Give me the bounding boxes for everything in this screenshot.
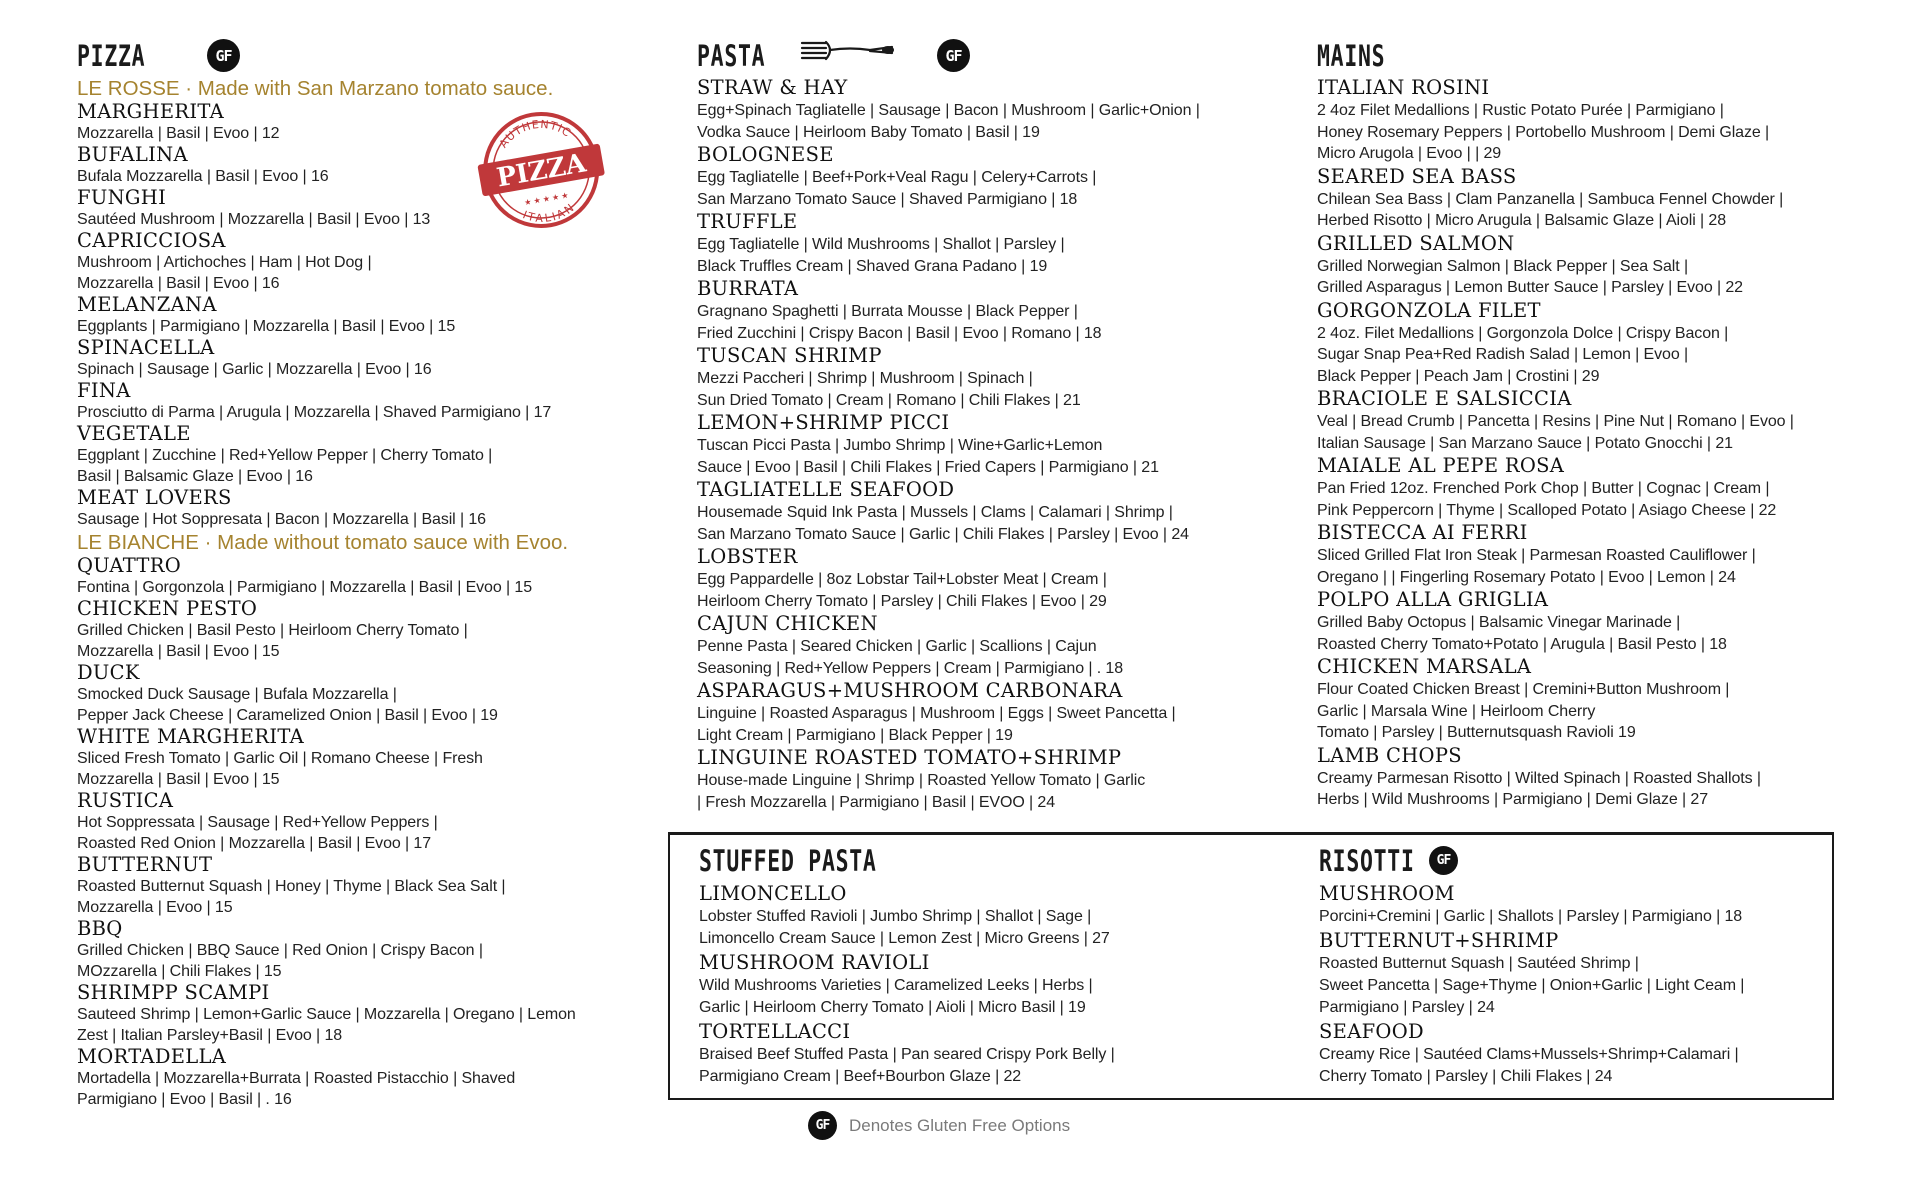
menu-item [697, 210, 1257, 277]
menu-item-name: VEGETALE [77, 422, 191, 445]
menu-item-description: Prosciutto di Parma | Arugula | Mozzarella | Shaved Parmigiano | 17 [77, 404, 552, 421]
menu-item-description: Sautéed Mushroom | Mozzarella | Basil | Evoo | 13 [77, 211, 431, 228]
menu-item [77, 982, 637, 1046]
menu-item-description: Flour Coated Chicken Breast | Cremini+Button Mushroom | [1317, 681, 1730, 698]
mains-list [1317, 76, 1877, 811]
menu-item-description: Eggplant | Zucchine | Red+Yellow Pepper | Cherry Tomato | [77, 447, 493, 464]
menu-item-description: Oregano | | Fingerling Rosemary Potato | Evoo | Lemon | 24 [1317, 568, 1736, 586]
menu-item-description: Parmigiano Cream | Beef+Bourbon Glaze | 22 [699, 1068, 1022, 1085]
menu-item-description: San Marzano Tomato Sauce | Garlic | Chili Flakes | Parsley | Evoo | 24 [697, 525, 1189, 543]
menu-item-description: House-made Linguine | Shrimp | Roasted Yellow Tomato | Garlic [697, 772, 1146, 789]
menu-item-description: Lobster Stuffed Ravioli | Jumbo Shrimp | Shallot | Sage | [699, 908, 1092, 925]
menu-item [697, 612, 1257, 679]
menu-item-description: 2 4oz. Filet Medallions | Gorgonzola Dolce | Crispy Bacon | [1317, 324, 1729, 342]
menu-item-name: TUSCAN SHRIMP [697, 344, 882, 367]
menu-item-name: BURRATA [697, 277, 799, 300]
menu-item-description: Wild Mushrooms Varieties | Caramelized Leeks | Herbs | [699, 977, 1093, 994]
fork-icon [800, 38, 896, 64]
menu-item-description: Sausage | Hot Soppresata | Bacon | Mozzarella | Basil | 16 [77, 511, 486, 528]
menu-item-description: Roasted Red Onion | Mozzarella | Basil | Evoo | 17 [77, 835, 432, 852]
menu-item [77, 726, 637, 790]
menu-item-description: Pink Peppercorn | Thyme | Scalloped Potato | Asiago Cheese | 22 [1317, 501, 1777, 519]
menu-item-description: Herbs | Wild Mushrooms | Parmigiano | Demi Glaze | 27 [1317, 791, 1709, 808]
menu-item-description: MOzzarella | Chili Flakes | 15 [77, 963, 282, 980]
menu-item [1317, 744, 1877, 811]
menu-item-description: Egg+Spinach Tagliatelle | Sausage | Bacon | Mushroom | Garlic+Onion | [697, 102, 1200, 119]
menu-item-description: 2 4oz Filet Medallions | Rustic Potato Purée | Parmigiano | [1317, 102, 1724, 119]
menu-item-name: GORGONZOLA FILET [1317, 298, 1541, 322]
menu-item-description: Pan Fried 12oz. Frenched Pork Chop | Butter | Cognac | Cream | [1317, 480, 1770, 497]
menu-item-description: Linguine | Roasted Asparagus | Mushroom | Eggs | Sweet Pancetta | [697, 705, 1176, 722]
menu-item [77, 555, 637, 598]
menu-item-name: CAJUN CHICKEN [697, 612, 878, 635]
menu-item [1317, 454, 1877, 521]
stuffed-pasta-title: STUFFED PASTA [699, 844, 877, 878]
menu-item [1317, 521, 1877, 588]
menu-item-description: Black Pepper | Peach Jam | Crostini | 29 [1317, 367, 1600, 385]
menu-item-name: FINA [77, 379, 131, 402]
menu-item-name: TRUFFLE [697, 210, 798, 233]
menu-item [77, 854, 637, 918]
le-bianche-list [77, 555, 637, 1110]
menu-item-name: TORTELLACCI [699, 1020, 851, 1043]
menu-item [699, 881, 1259, 950]
le-rosse-subheading: LE ROSSE · Made with San Marzano tomato sauce. [77, 77, 554, 100]
menu-item [77, 662, 637, 726]
menu-item-description: Mortadella | Mozzarella+Burrata | Roasted Pistacchio | Shaved [77, 1070, 516, 1087]
stuffed-pasta-column [699, 841, 1259, 1088]
menu-item-description: Vodka Sauce | Heirloom Baby Tomato | Basil | 19 [697, 123, 1040, 141]
menu-item-name: BISTECCA AI FERRI [1317, 521, 1528, 544]
menu-item-name: POLPO ALLA GRIGLIA [1317, 588, 1549, 611]
le-bianche-subheading: LE BIANCHE · Made without tomato sauce with Evoo. [77, 531, 569, 554]
menu-item-name: MORTADELLA [77, 1045, 227, 1068]
menu-item-description: | Fresh Mozzarella | Parmigiano | Basil | EVOO | 24 [697, 793, 1056, 811]
menu-item [699, 1019, 1259, 1088]
menu-item-name: ASPARAGUS+MUSHROOM CARBONARA [697, 679, 1123, 702]
stuffed-pasta-list [699, 881, 1259, 1088]
menu-item-description: Herbed Risotto | Micro Arugula | Balsamic Glaze | Aioli | 28 [1317, 212, 1727, 229]
menu-item-description: Creamy Parmesan Risotto | Wilted Spinach | Roasted Shallots | [1317, 769, 1761, 787]
menu-item-description: Seasoning | Red+Yellow Peppers | Cream | Parmigiano | . 18 [697, 659, 1124, 677]
mains-title: MAINS [1317, 39, 1386, 73]
gluten-free-icon: GF [808, 1111, 837, 1140]
authentic-pizza-stamp-icon [467, 98, 614, 240]
menu-item-description: Mozzarella | Basil | Evoo | 15 [77, 771, 280, 788]
menu-item-description: Porcini+Cremini | Garlic | Shallots | Parsley | Parmigiano | 18 [1319, 908, 1743, 925]
menu-item [697, 277, 1257, 344]
menu-item-description: Mozzarella | Basil | Evoo | 12 [77, 125, 280, 142]
stuffed-pasta-header [699, 841, 1259, 881]
menu-item-name: BBQ [77, 917, 123, 940]
menu-item-description: Mushroom | Artichoches | Ham | Hot Dog | [77, 254, 372, 271]
menu-item [77, 598, 637, 662]
menu-item [1317, 655, 1877, 744]
gluten-free-legend [808, 1111, 1070, 1140]
menu-item-name: LIMONCELLO [699, 882, 847, 905]
menu-item-description: Eggplants | Parmigiano | Mozzarella | Basil | Evoo | 15 [77, 318, 456, 335]
menu-item [1317, 299, 1877, 388]
menu-item-name: QUATTRO [77, 554, 181, 577]
menu-item-description: Braised Beef Stuffed Pasta | Pan seared Crispy Pork Belly | [699, 1046, 1115, 1063]
menu-item-description: Cherry Tomato | Parsley | Chili Flakes | 24 [1319, 1068, 1613, 1085]
menu-item-name: BUTTERNUT+SHRIMP [1319, 929, 1559, 952]
menu-item [1319, 1019, 1819, 1088]
risotti-column [1319, 841, 1819, 1088]
pasta-column [697, 36, 1257, 813]
menu-item-description: Smocked Duck Sausage | Bufala Mozzarella | [77, 686, 397, 703]
menu-item-description: Parmigiano | Parsley | 24 [1319, 999, 1495, 1016]
menu-item-name: LOBSTER [697, 545, 798, 568]
menu-item-description: Mezzi Paccheri | Shrimp | Mushroom | Spinach | [697, 370, 1033, 387]
menu-item-name: WHITE MARGHERITA [77, 725, 304, 748]
menu-item-description: Grilled Asparagus | Lemon Butter Sauce | Parsley | Evoo | 22 [1317, 279, 1743, 296]
menu-item-description: Bufala Mozzarella | Basil | Evoo | 16 [77, 168, 329, 185]
menu-item-description: Roasted Cherry Tomato+Potato | Arugula | Basil Pesto | 18 [1317, 635, 1727, 653]
menu-item [77, 487, 637, 530]
menu-item-description: Sugar Snap Pea+Red Radish Salad | Lemon | Evoo | [1317, 346, 1689, 363]
menu-item-name: MUSHROOM [1319, 882, 1455, 905]
menu-item-description: Zest | Italian Parsley+Basil | Evoo | 18 [77, 1027, 343, 1044]
gluten-free-legend-text: Denotes Gluten Free Options [849, 1115, 1071, 1135]
pasta-header [697, 36, 1257, 76]
pizza-header [77, 36, 637, 76]
menu-item-description: Egg Pappardelle | 8oz Lobstar Tail+Lobster Meat | Cream | [697, 571, 1107, 588]
menu-item-description: Honey Rosemary Peppers | Portobello Mushroom | Demi Glaze | [1317, 123, 1770, 141]
menu-item-name: SHRIMPP SCAMPI [77, 981, 270, 1004]
menu-item [1319, 928, 1819, 1019]
menu-item-name: DUCK [77, 661, 140, 684]
menu-item-name: SEARED SEA BASS [1317, 164, 1517, 188]
menu-item-description: Grilled Baby Octopus | Balsamic Vinegar Marinade | [1317, 614, 1681, 631]
menu-item [77, 918, 637, 982]
menu-item-description: Spinach | Sausage | Garlic | Mozzarella | Evoo | 16 [77, 361, 432, 378]
menu-item-description: Fried Zucchini | Crispy Bacon | Basil | Evoo | Romano | 18 [697, 324, 1102, 342]
menu-item-description: Sun Dried Tomato | Cream | Romano | Chili Flakes | 21 [697, 391, 1081, 409]
menu-item-description: Pepper Jack Cheese | Caramelized Onion | Basil | Evoo | 19 [77, 707, 498, 724]
stuffed-pasta-risotti-box [668, 832, 1834, 1100]
menu-item-description: Tuscan Picci Pasta | Jumbo Shrimp | Wine+Garlic+Lemon [697, 437, 1103, 454]
menu-item-description: Tomato | Parsley | Butternutsquash Ravioli 19 [1317, 724, 1636, 741]
menu-item-description: Fontina | Gorgonzola | Parmigiano | Mozzarella | Basil | Evoo | 15 [77, 579, 533, 596]
menu-item-description: Grilled Chicken | Basil Pesto | Heirloom Cherry Tomato | [77, 622, 468, 639]
menu-item-description: Roasted Butternut Squash | Sautéed Shrimp | [1319, 955, 1639, 972]
menu-item-name: SEAFOOD [1319, 1020, 1424, 1043]
menu-item [77, 1046, 637, 1110]
menu-item [697, 545, 1257, 612]
menu-item-description: Gragnano Spaghetti | Burrata Mousse | Black Pepper | [697, 303, 1078, 320]
mains-column [1317, 36, 1877, 811]
menu-item-description: Mozzarella | Evoo | 15 [77, 899, 233, 916]
menu-item-name: LAMB CHOPS [1317, 743, 1462, 767]
menu-item-name: BUFALINA [77, 143, 188, 166]
risotti-list [1319, 881, 1819, 1088]
menu-item-description: Black Truffles Cream | Shaved Grana Padano | 19 [697, 257, 1048, 275]
menu-item [77, 423, 637, 487]
gluten-free-icon: GF [1429, 846, 1458, 875]
menu-item [697, 411, 1257, 478]
menu-item-description: Hot Soppressata | Sausage | Red+Yellow Peppers | [77, 814, 438, 831]
menu-item-description: Sliced Fresh Tomato | Garlic Oil | Romano Cheese | Fresh [77, 750, 483, 767]
menu-item-description: Mozzarella | Basil | Evoo | 16 [77, 275, 280, 292]
menu-item [697, 143, 1257, 210]
pasta-title: PASTA [697, 39, 766, 73]
menu-item-description: Grilled Chicken | BBQ Sauce | Red Onion | Crispy Bacon | [77, 942, 483, 959]
menu-item-description: Garlic | Heirloom Cherry Tomato | Aioli | Micro Basil | 19 [699, 999, 1086, 1016]
menu-item-description: San Marzano Tomato Sauce | Shaved Parmigiano | 18 [697, 190, 1078, 208]
menu-item-description: Housemade Squid Ink Pasta | Mussels | Clams | Calamari | Shrimp | [697, 504, 1173, 521]
menu-item-name: CHICKEN PESTO [77, 597, 258, 620]
pasta-list [697, 76, 1257, 813]
menu-item [1317, 387, 1877, 454]
menu-item-name: MARGHERITA [77, 100, 224, 123]
menu-item [1317, 588, 1877, 655]
menu-item-name: ITALIAN ROSINI [1317, 76, 1490, 99]
menu-item-description: Penne Pasta | Seared Chicken | Garlic | Scallions | Cajun [697, 638, 1097, 655]
menu-item-description: Veal | Bread Crumb | Pancetta | Resins | Pine Nut | Romano | Evoo | [1317, 413, 1794, 430]
risotti-header [1319, 841, 1819, 881]
menu-item-description: Sauce | Evoo | Basil | Chili Flakes | Fried Capers | Parmigiano | 21 [697, 458, 1159, 476]
menu-item [1319, 881, 1819, 928]
menu-item-description: Micro Arugola | Evoo | | 29 [1317, 145, 1502, 162]
menu-item-name: CHICKEN MARSALA [1317, 655, 1532, 678]
svg-text:★ ★ ★ ★ ★: ★ ★ ★ ★ ★ [523, 190, 570, 208]
menu-item-name: BOLOGNESE [697, 143, 834, 166]
menu-item [1317, 232, 1877, 299]
menu-item-description: Sauteed Shrimp | Lemon+Garlic Sauce | Mozzarella | Oregano | Lemon [77, 1006, 576, 1023]
menu-item-name: MUSHROOM RAVIOLI [699, 951, 930, 974]
menu-item-description: Heirloom Cherry Tomato | Parsley | Chili Flakes | Evoo | 29 [697, 592, 1107, 610]
menu-item-name: BUTTERNUT [77, 853, 213, 876]
menu-item [77, 294, 637, 337]
menu-item [77, 380, 637, 423]
mains-header [1317, 36, 1877, 76]
gluten-free-icon: GF [207, 39, 240, 72]
stamp-top-text: AUTHENTIC [496, 117, 574, 151]
menu-item-description: Mozzarella | Basil | Evoo | 15 [77, 643, 280, 660]
menu-item-name: MEAT LOVERS [77, 486, 232, 509]
menu-item-name: SPINACELLA [77, 336, 215, 359]
menu-item-description: Roasted Butternut Squash | Honey | Thyme | Black Sea Salt | [77, 878, 506, 895]
menu-item-name: BRACIOLE E SALSICCIA [1317, 387, 1572, 410]
menu-item-description: Parmigiano | Evoo | Basil | . 16 [77, 1091, 292, 1108]
menu-item-name: MAIALE AL PEPE ROSA [1317, 454, 1565, 477]
menu-item-description: Limoncello Cream Sauce | Lemon Zest | Micro Greens | 27 [699, 930, 1110, 947]
menu-item-description: Sweet Pancetta | Sage+Thyme | Onion+Garlic | Light Ceam | [1319, 977, 1745, 994]
menu-item-description: Basil | Balsamic Glaze | Evoo | 16 [77, 468, 313, 485]
menu-item-description: Chilean Sea Bass | Clam Panzanella | Sambuca Fennel Chowder | [1317, 190, 1784, 208]
menu-item-name: CAPRICCIOSA [77, 229, 226, 252]
menu-item-description: Creamy Rice | Sautéed Clams+Mussels+Shrimp+Calamari | [1319, 1046, 1739, 1063]
menu-item-description: Garlic | Marsala Wine | Heirloom Cherry [1317, 702, 1596, 720]
menu-item [1317, 76, 1877, 165]
menu-item-name: TAGLIATELLE SEAFOOD [697, 478, 955, 501]
menu-item [77, 337, 637, 380]
gluten-free-icon: GF [937, 39, 970, 72]
menu-item-name: STRAW & HAY [697, 76, 848, 99]
menu-item-name: RUSTICA [77, 789, 174, 812]
menu-item [1317, 165, 1877, 232]
menu-item [699, 950, 1259, 1019]
menu-item-name: LINGUINE ROASTED TOMATO+SHRIMP [697, 746, 1122, 769]
menu-item [77, 790, 637, 854]
stamp-word: PIZZA [494, 148, 589, 194]
menu-item-name: GRILLED SALMON [1317, 231, 1515, 255]
stamp-bottom-text: ITALIAN [520, 200, 578, 226]
menu-item [697, 344, 1257, 411]
pizza-title: PIZZA [77, 39, 146, 73]
menu-item [77, 230, 637, 294]
menu-item-description: Grilled Norwegian Salmon | Black Pepper | Sea Salt | [1317, 257, 1689, 275]
menu-item [697, 746, 1257, 813]
menu-item-description: Egg Tagliatelle | Beef+Pork+Veal Ragu | Celery+Carrots | [697, 169, 1097, 186]
risotti-title: RISOTTI [1319, 844, 1415, 878]
menu-item-name: FUNGHI [77, 186, 167, 209]
menu-item [697, 478, 1257, 545]
menu-item-description: Italian Sausage | San Marzano Sauce | Potato Gnocchi | 21 [1317, 434, 1733, 452]
menu-item [697, 76, 1257, 143]
menu-item-description: Light Cream | Parmigiano | Black Pepper | 19 [697, 726, 1013, 744]
menu-item-name: MELANZANA [77, 293, 217, 316]
menu-item-description: Sliced Grilled Flat Iron Steak | Parmesan Roasted Cauliflower | [1317, 547, 1756, 564]
menu-item [697, 679, 1257, 746]
menu-item-description: Egg Tagliatelle | Wild Mushrooms | Shallot | Parsley | [697, 236, 1065, 253]
menu-item-name: LEMON+SHRIMP PICCI [697, 411, 950, 434]
